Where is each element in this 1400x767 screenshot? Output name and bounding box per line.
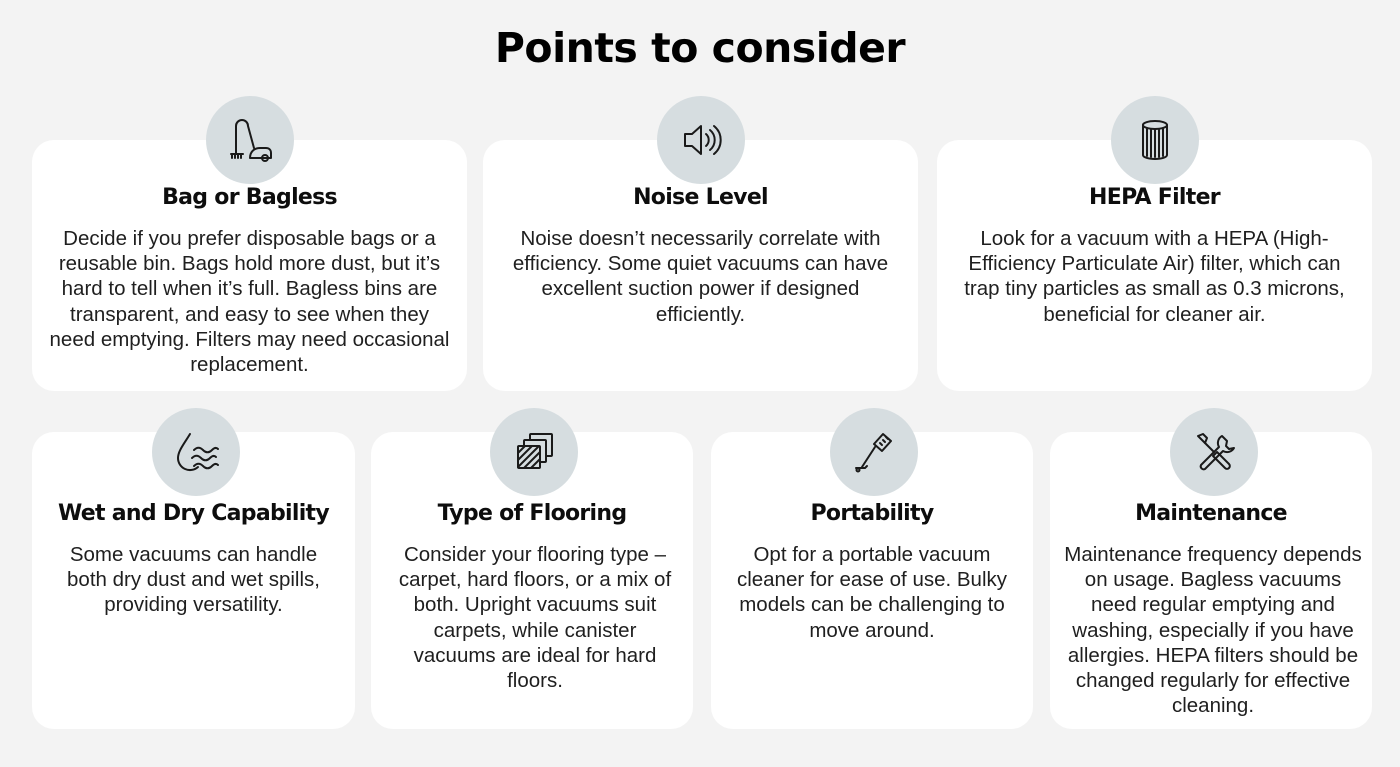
card-title: HEPA Filter <box>1089 185 1220 210</box>
card-description: Some vacuums can handle both dry dust and wet spills, providing versatility. <box>67 543 320 617</box>
page-title: Points to consider <box>494 24 906 72</box>
card-description: Consider your flooring type – carpet, hard floors, or a mix of both. Upright vacuums suit carpets, while canister vacuums are ideal for hard floors. <box>398 543 672 693</box>
vacuum-cleaner-icon <box>206 96 294 184</box>
hepa-filter-icon <box>1111 96 1199 184</box>
card-title: Noise Level <box>633 185 768 210</box>
card-description: Look for a vacuum with a HEPA (High-Efficiency Particulate Air) filter, which can trap tiny particles as small as 0.3 microns, beneficial for cleaner air. <box>964 227 1345 326</box>
stick-vacuum-icon <box>830 408 918 496</box>
flooring-tiles-icon <box>490 408 578 496</box>
water-drop-icon <box>152 408 240 496</box>
card-title: Maintenance <box>1135 501 1287 526</box>
card-title: Wet and Dry Capability <box>57 501 330 526</box>
card-title: Type of Flooring <box>437 501 627 526</box>
card-description: Opt for a portable vacuum cleaner for ease of use. Bulky models can be challenging to move around. <box>736 543 1008 642</box>
card-description: Maintenance frequency depends on usage. Bagless vacuums need regular emptying and washing, especially if you have allergies. HEPA filters should be changed regularly for effective cleaning. <box>1064 543 1362 718</box>
wrench-screwdriver-icon <box>1170 408 1258 496</box>
card-description: Noise doesn’t necessarily correlate with efficiency. Some quiet vacuums can have excellent suction power if designed efficiently. <box>512 227 889 326</box>
card-title: Bag or Bagless <box>162 185 337 210</box>
card-description: Decide if you prefer disposable bags or a reusable bin. Bags hold more dust, but it’s hard to tell when it’s full. Bagless bins are transparent, and easy to see when they need emptying. Filters may need occasional replacement. <box>49 227 450 377</box>
speaker-volume-icon <box>657 96 745 184</box>
card-title: Portability <box>810 501 934 526</box>
